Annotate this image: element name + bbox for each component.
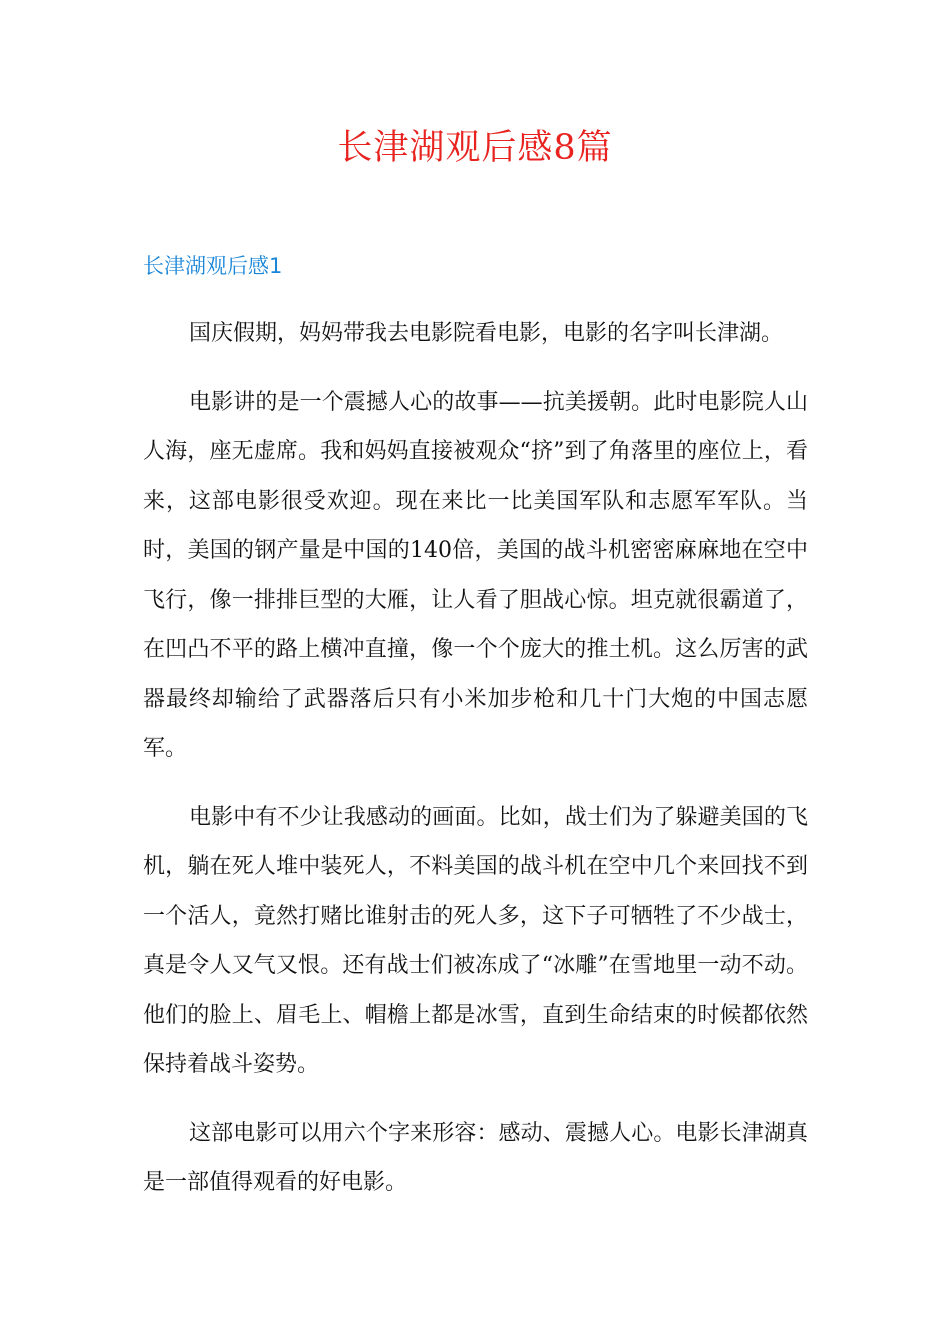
paragraph-2: 电影讲的是一个震撼人心的故事——抗美援朝。此时电影院人山人海，座无虚席。我和妈妈直接被观众“挤”到了角落里的座位上，看来，这部电影很受欢迎。现在来比一比美国军队和志愿军军队。当时，美国的钢产量是中国的140倍，美国的战斗机密密麻麻地在空中飞行，像一排排巨型的大雁，让人看了胆战心惊。坦克就很霸道了，在凹凸不平的路上横冲直撞，像一个个庞大的推土机。这么厉害的武器最终却输给了武器落后只有小米加步枪和几十门大炮的中国志愿军。 bbox=[143, 389, 808, 761]
document-title: 长津湖观后感8篇 bbox=[337, 128, 613, 168]
paragraph-1: 国庆假期，妈妈带我去电影院看电影，电影的名字叫长津湖。 bbox=[189, 321, 784, 346]
paragraph-4: 这部电影可以用六个字来形容：感动、震撼人心。电影长津湖真是一部值得观看的好电影。 bbox=[143, 1120, 808, 1195]
paragraph-3: 电影中有不少让我感动的画面。比如，战士们为了躲避美国的飞机，躺在死人堆中装死人，不料美国的战斗机在空中几个来回找不到一个活人，竟然打赌比谁射击的死人多，这下子可牺牲了不少战士，真是令人又气又恨。还有战士们被冻成了“冰雕”在雪地里一动不动。他们的脸上、眉毛上、帽檐上都是冰雪，直到生命结束的时候都依然保持着战斗姿势。 bbox=[143, 804, 808, 1077]
document-body bbox=[143, 309, 808, 1227]
section-heading: 长津湖观后感1 bbox=[143, 254, 283, 278]
